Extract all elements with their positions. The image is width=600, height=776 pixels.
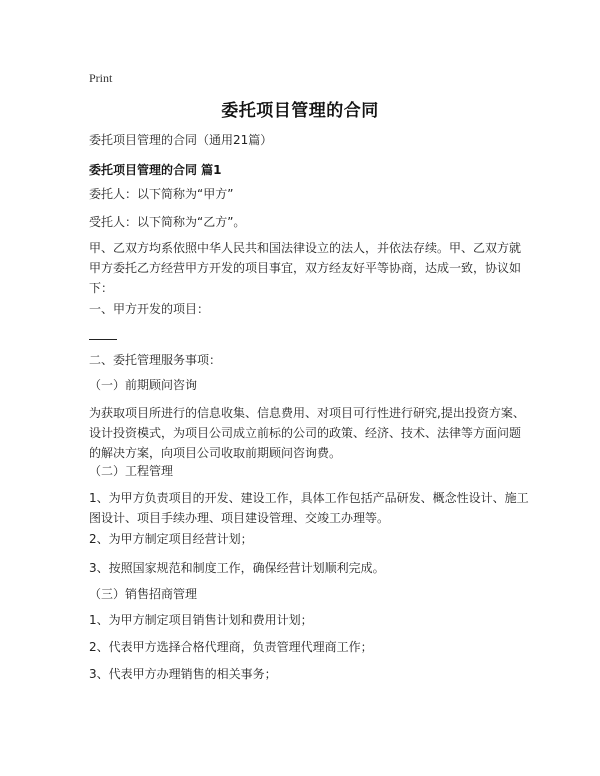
paragraph-consulting: 为获取项目所进行的信息收集、信息费用、对项目可行性进行研究,提出投资方案、设计投资模式，为项目公司成立前标的公司的政策、经济、技术、法律等方面问题的解决方案，向项目公司收取前期顾问咨询费。 xyxy=(89,406,525,460)
paragraph-preamble: 甲、乙双方均系依照中华人民共和国法律设立的法人，并依法存续。甲、乙双方就甲方委托乙方经营甲方开发的项目事宜，双方经友好平等协商，达成一致，协议如下： xyxy=(89,241,522,295)
subheading-sales: （三）销售招商管理 xyxy=(89,587,198,601)
paragraph-services: 二、委托管理服务事项： xyxy=(89,353,222,367)
paragraph-sales-3: 3、代表甲方办理销售的相关事务； xyxy=(89,667,277,681)
document-title: 委托项目管理的合同 xyxy=(221,101,379,121)
blank-fill-line xyxy=(89,339,117,340)
subheading-engineering: （二）工程管理 xyxy=(89,464,174,478)
paragraph-engineering-2: 2、为甲方制定项目经营计划； xyxy=(89,532,253,546)
paragraph-trustee: 受托人：以下简称为“乙方”。 xyxy=(89,215,246,229)
subheading-consulting: （一）前期顾问咨询 xyxy=(89,378,198,392)
document-subtitle: 委托项目管理的合同（通用21篇） xyxy=(89,133,273,147)
paragraph-sales-1: 1、为甲方制定项目销售计划和费用计划； xyxy=(89,613,313,627)
paragraph-engineering-1: 1、为甲方负责项目的开发、建设工作，具体工作包括产品研发、概念性设计、施工图设计、项目手续办理、项目建设管理、交竣工办理等。 xyxy=(89,491,529,525)
paragraph-principal: 委托人：以下简称为“甲方” xyxy=(89,187,234,201)
paragraph-engineering-3: 3、按照国家规范和制度工作，确保经营计划顺利完成。 xyxy=(89,561,385,575)
paragraph-sales-2: 2、代表甲方选择合格代理商，负责管理代理商工作； xyxy=(89,640,373,654)
section-heading: 委托项目管理的合同 篇1 xyxy=(89,163,222,177)
paragraph-project: 一、甲方开发的项目： xyxy=(89,302,210,316)
print-label[interactable]: Print xyxy=(89,71,113,85)
